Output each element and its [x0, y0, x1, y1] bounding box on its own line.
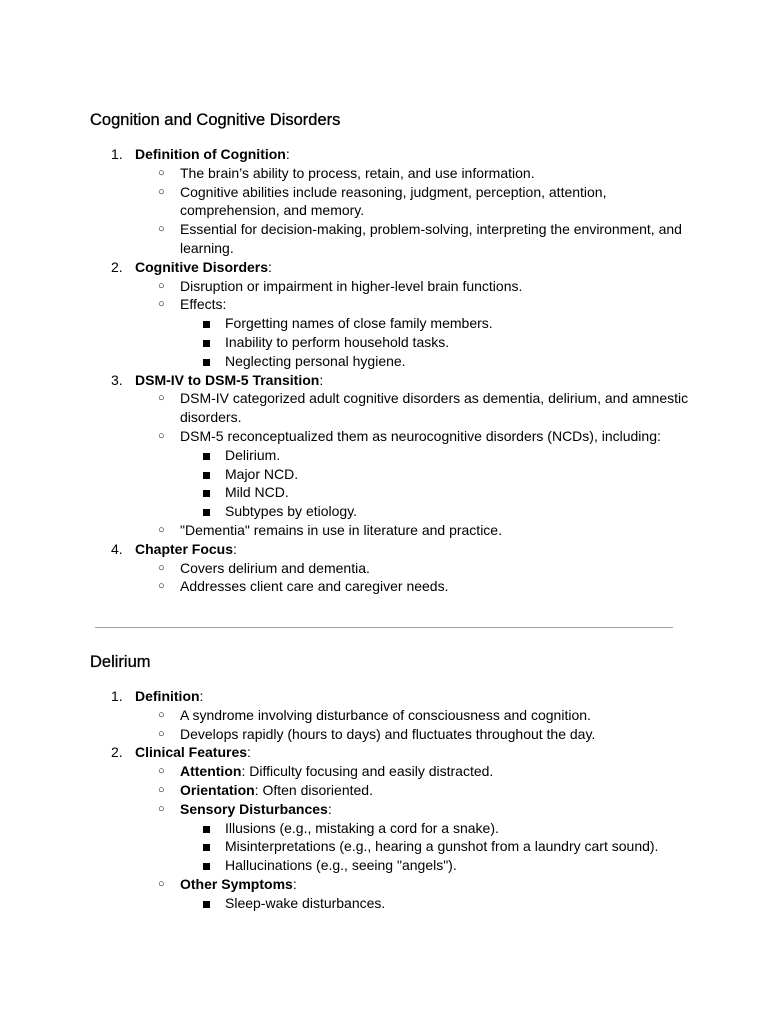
square-bullet-icon — [203, 453, 210, 460]
sub-sub-item-text: Inability to perform household tasks. — [225, 333, 450, 350]
item-colon: : — [247, 744, 251, 761]
list-item — [90, 540, 690, 596]
item-label: Cognitive Disorders — [135, 258, 269, 275]
sub-sub-item-text: Mild NCD. — [225, 484, 289, 501]
list-item — [90, 371, 690, 540]
sub-item — [135, 277, 690, 296]
item-number: 2. — [111, 258, 123, 275]
sub-sub-item — [180, 446, 690, 465]
sub-list — [135, 559, 690, 597]
item-number: 1. — [111, 146, 123, 162]
square-bullet-icon — [203, 490, 210, 497]
circle-bullet-icon: ○ — [158, 802, 165, 815]
sub-item-text: Essential for decision-making, problem-solving, interpreting the environment, and learning. — [180, 221, 682, 256]
sub-item-text: : Often disoriented. — [254, 781, 373, 798]
sub-list — [135, 164, 690, 258]
item-colon: : — [233, 540, 237, 557]
circle-bullet-icon: ○ — [158, 877, 165, 890]
sub-item — [135, 521, 690, 540]
sub-list — [135, 389, 690, 539]
square-bullet-icon — [203, 844, 210, 851]
item-number: 4. — [111, 540, 123, 557]
section-delirium — [90, 650, 690, 913]
circle-bullet-icon: ○ — [158, 279, 165, 292]
circle-bullet-icon: ○ — [158, 783, 165, 796]
sub-list — [135, 277, 690, 371]
sub-item — [135, 875, 690, 913]
item-label: Definition — [135, 688, 200, 704]
sub-item-text: Effects: — [180, 296, 227, 313]
item-colon: : — [268, 258, 272, 275]
square-bullet-icon — [203, 340, 210, 347]
sub-sub-list — [180, 819, 690, 875]
square-bullet-icon — [203, 321, 210, 328]
list-item — [90, 743, 690, 912]
item-label: Definition of Cognition — [135, 146, 286, 162]
item-number: 3. — [111, 371, 123, 388]
sub-sub-item — [180, 314, 690, 333]
square-bullet-icon — [203, 901, 210, 908]
circle-bullet-icon: ○ — [158, 727, 165, 740]
sub-item — [135, 164, 690, 183]
sub-sub-item — [180, 465, 690, 484]
sub-item-text: A syndrome involving disturbance of consciousness and cognition. — [180, 706, 591, 723]
sub-item-text: : — [327, 800, 332, 817]
sub-item — [135, 295, 690, 370]
circle-bullet-icon: ○ — [158, 580, 165, 593]
numbered-list — [90, 145, 690, 596]
item-label: Clinical Features — [135, 744, 248, 761]
square-bullet-icon — [203, 472, 210, 479]
circle-bullet-icon: ○ — [158, 708, 165, 721]
circle-bullet-icon: ○ — [158, 298, 165, 311]
item-colon: : — [285, 146, 290, 162]
sub-item — [135, 559, 690, 578]
sub-sub-list — [180, 446, 690, 521]
section-heading: Cognition and Cognitive Disorders — [90, 111, 341, 129]
sub-item-text: DSM-IV categorized adult cognitive disorders as dementia, delirium, and amnestic disorders. — [180, 390, 689, 426]
sub-sub-item — [180, 333, 690, 352]
item-label: DSM-IV to DSM-5 Transition — [135, 371, 320, 388]
numbered-list — [90, 687, 690, 913]
circle-bullet-icon: ○ — [158, 523, 165, 536]
sub-sub-list — [180, 314, 690, 370]
circle-bullet-icon: ○ — [158, 429, 165, 442]
sub-item — [135, 220, 690, 258]
circle-bullet-icon: ○ — [158, 392, 165, 405]
sub-item — [135, 800, 690, 875]
sub-item-label: Orientation — [180, 781, 255, 798]
sub-sub-item — [180, 837, 690, 856]
sub-sub-list — [180, 894, 690, 913]
sub-item-text: DSM-5 reconceptualized them as neurocognitive disorders (NCDs), including: — [180, 427, 661, 444]
sub-item-label: Other Symptoms — [180, 875, 293, 892]
sub-item-text: : — [292, 875, 297, 892]
sub-item-text: Develops rapidly (hours to days) and fluctuates throughout the day. — [180, 725, 596, 742]
square-bullet-icon — [203, 826, 210, 833]
circle-bullet-icon: ○ — [158, 223, 165, 236]
sub-sub-item-text: Major NCD. — [225, 465, 299, 482]
circle-bullet-icon: ○ — [158, 185, 165, 198]
sub-item — [135, 725, 690, 744]
sub-sub-item-text: Hallucinations (e.g., seeing "angels"). — [225, 857, 457, 874]
sub-sub-item — [180, 894, 690, 913]
item-label: Chapter Focus — [135, 540, 234, 557]
square-bullet-icon — [203, 863, 210, 870]
sub-sub-item-text: Illusions (e.g., mistaking a cord for a snake). — [225, 819, 499, 836]
item-colon: : — [199, 688, 204, 704]
sub-sub-item-text: Sleep-wake disturbances. — [225, 894, 386, 911]
sub-sub-item-text: Misinterpretations (e.g., hearing a gunshot from a laundry cart sound). — [225, 838, 659, 855]
sub-item — [135, 781, 690, 800]
section-cognition — [90, 108, 690, 596]
sub-sub-item-text: Delirium. — [225, 446, 281, 463]
item-number: 2. — [111, 744, 123, 761]
circle-bullet-icon: ○ — [158, 166, 165, 179]
sub-sub-item-text: Forgetting names of close family members. — [225, 315, 493, 332]
horizontal-divider — [95, 627, 673, 628]
sub-item — [135, 706, 690, 725]
sub-item — [135, 577, 690, 596]
sub-item-text: The brain’s ability to process, retain, and use information. — [180, 164, 535, 181]
sub-item-label: Sensory Disturbances — [180, 800, 328, 817]
sub-sub-item-text: Neglecting personal hygiene. — [225, 352, 406, 369]
sub-item-text: Disruption or impairment in higher-level brain functions. — [180, 277, 523, 294]
sub-item-text: "Dementia" remains in use in literature and practice. — [180, 521, 502, 538]
sub-item — [135, 389, 690, 427]
square-bullet-icon — [203, 509, 210, 516]
square-bullet-icon — [203, 359, 210, 366]
sub-item — [135, 762, 690, 781]
sub-sub-item — [180, 483, 690, 502]
sub-list — [135, 706, 690, 744]
list-item — [90, 145, 690, 258]
circle-bullet-icon: ○ — [158, 561, 165, 574]
sub-sub-item — [180, 856, 690, 875]
list-item — [90, 687, 690, 743]
sub-item-text: : Difficulty focusing and easily distracted. — [241, 763, 494, 780]
item-number: 1. — [111, 688, 123, 704]
sub-sub-item-text: Subtypes by etiology. — [225, 503, 358, 520]
circle-bullet-icon: ○ — [158, 765, 165, 778]
sub-sub-item — [180, 502, 690, 521]
sub-item-text: Covers delirium and dementia. — [180, 559, 370, 576]
sub-sub-item — [180, 352, 690, 371]
list-item — [90, 258, 690, 371]
sub-list — [135, 762, 690, 912]
sub-item — [135, 183, 690, 221]
sub-sub-item — [180, 819, 690, 838]
section-heading: Delirium — [90, 653, 151, 671]
sub-item-text: Cognitive abilities include reasoning, judgment, perception, attention, comprehension, and memory. — [180, 183, 607, 219]
sub-item-text: Addresses client care and caregiver needs. — [180, 578, 449, 595]
sub-item-label: Attention — [180, 763, 242, 780]
sub-item — [135, 427, 690, 521]
item-colon: : — [319, 371, 324, 388]
